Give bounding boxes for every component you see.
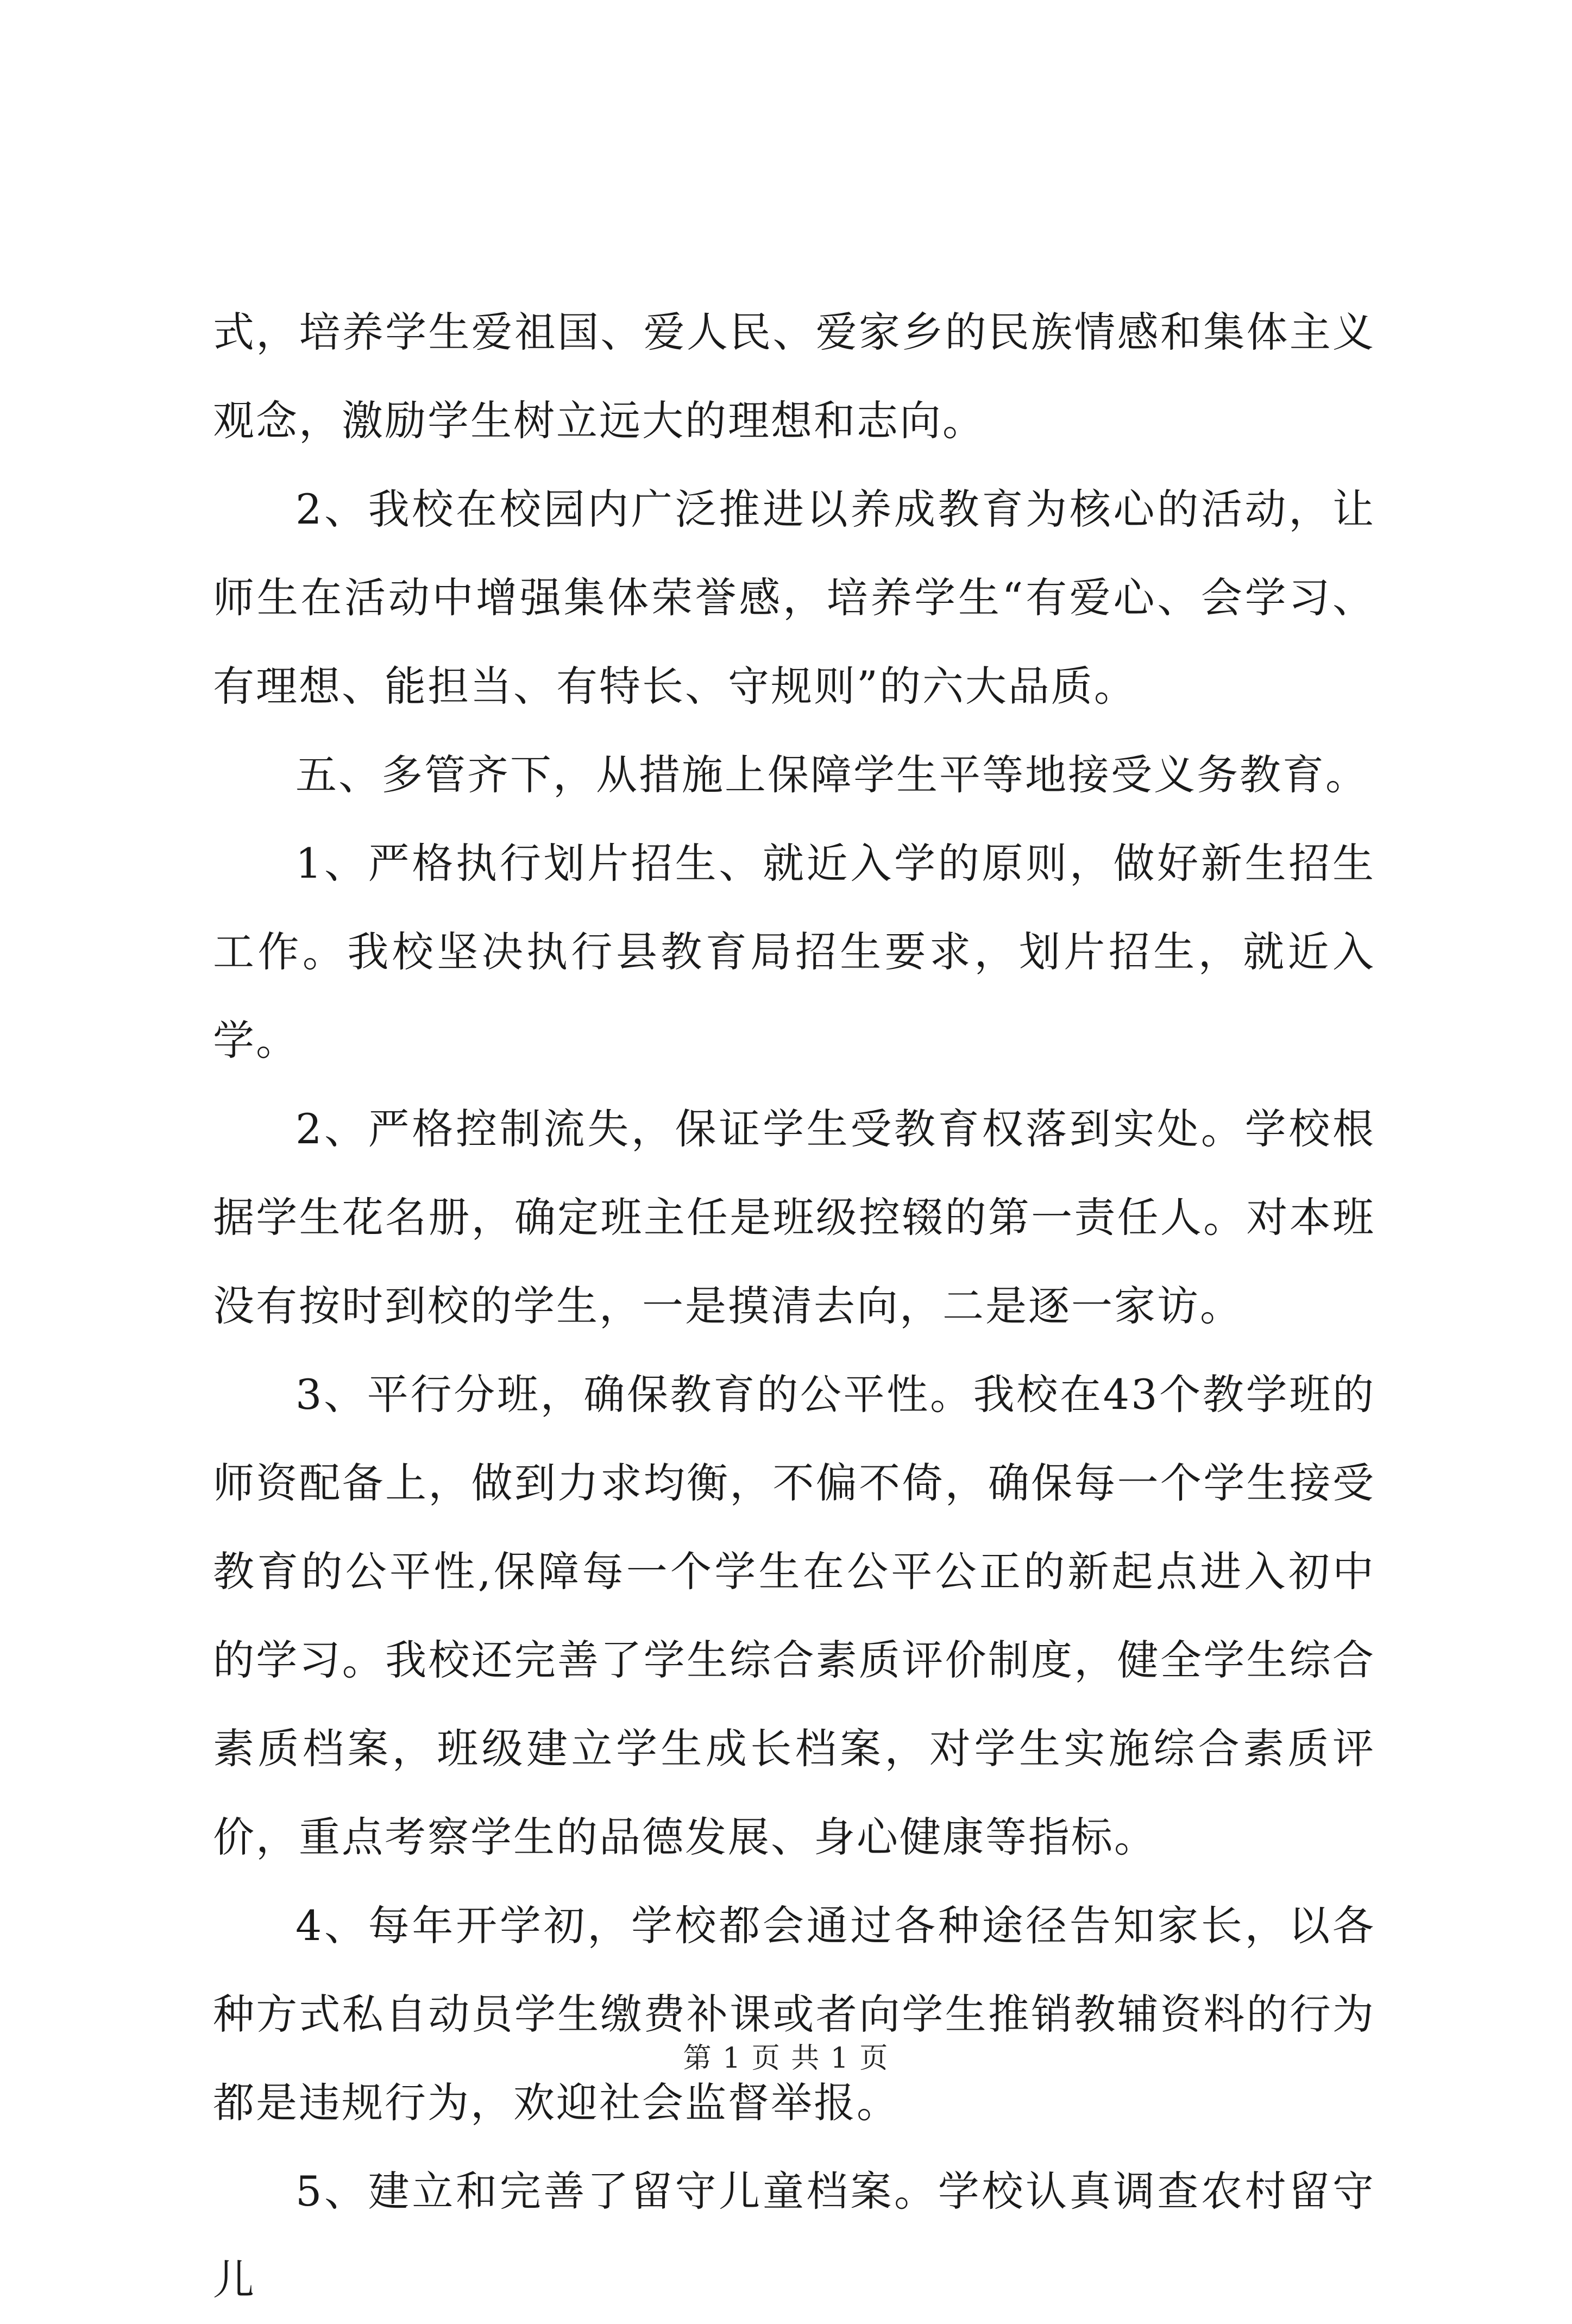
paragraph-item-2-dropout: 2、严格控制流失，保证学生受教育权落到实处。学校根据学生花名册，确定班主任是班级控辍的第一责任人。对本班没有按时到校的学生，一是摸清去向，二是逐一家访。 xyxy=(213,1105,1375,1330)
document-body xyxy=(213,288,1375,2324)
paragraph-item-1-enrollment: 1、严格执行划片招生、就近入学的原则，做好新生招生工作。我校坚决执行县教育局招生要求，划片招生，就近入学。 xyxy=(213,839,1375,1065)
paragraph-continued: 式，培养学生爱祖国、爱人民、爱家乡的民族情感和集体主义观念，激励学生树立远大的理想和志向。 xyxy=(213,308,1375,445)
paragraph-item-2-activities: 2、我校在校园内广泛推进以养成教育为核心的活动，让师生在活动中增强集体荣誉感，培养学生“有爱心、会学习、有理想、能担当、有特长、守规则”的六大品质。 xyxy=(213,485,1375,710)
section-heading-five: 五、多管齐下，从措施上保障学生平等地接受义务教育。 xyxy=(295,751,1368,799)
page-footer: 第 1 页 共 1 页 xyxy=(683,2042,889,2075)
paragraph-item-4-fees: 4、每年开学初，学校都会通过各种途径告知家长，以各种方式私自动员学生缴费补课或者向学生推销教辅资料的行为都是违规行为，欢迎社会监督举报。 xyxy=(213,1901,1375,2127)
paragraph-item-3-classes: 3、平行分班，确保教育的公平性。我校在43个教学班的师资配备上，做到力求均衡，不偏不倚，确保每一个学生接受教育的公平性,保障每一个学生在公平公正的新起点进入初中的学习。我校还完善了学生综合素质评价制度，健全学生综合素质档案，班级建立学生成长档案，对学生实施综合素质评价，重点考察学生的品德发展、身心健康等指标。 xyxy=(213,1370,1375,1861)
paragraph-item-5-left-behind-children: 5、建立和完善了留守儿童档案。学校认真调查农村留守儿 xyxy=(213,2167,1375,2304)
